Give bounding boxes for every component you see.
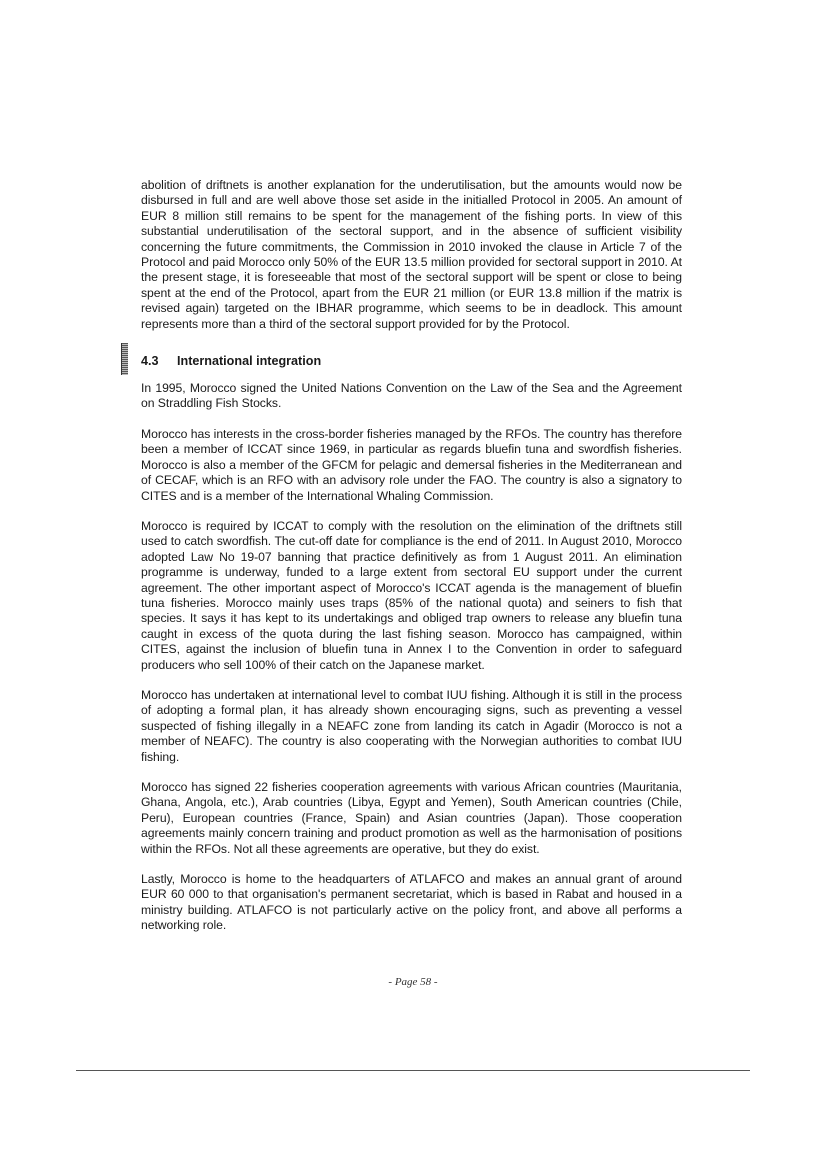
change-bar-marker xyxy=(121,343,128,375)
section-title: International integration xyxy=(177,354,322,369)
paragraph-unclos: In 1995, Morocco signed the United Nations Convention on the Law of the Sea and the Agreement on Straddling Fish Stocks. xyxy=(141,381,682,411)
paragraph-atlafco: Lastly, Morocco is home to the headquarters of ATLAFCO and makes an annual grant of around EUR 60 000 to that organisation's permanent secretariat, which is based in Rabat and housed in a ministry building. ATLAFCO is not particularly active on the policy front, and above all performs a networking role. xyxy=(141,872,682,933)
footer-rule xyxy=(76,1070,750,1071)
paragraph-rfo-membership: Morocco has interests in the cross-border fisheries managed by the RFOs. The country has therefore been a member of ICCAT since 1969, in particular as regards bluefin tuna and swordfish fisheries. Morocco is also a member of the GFCM for pelagic and demersal fisheries in the Mediterranean and of CECAF, which is an RFO with an advisory role under the FAO. The country is also a signatory to CITES and is a member of the International Whaling Commission. xyxy=(141,426,682,503)
paragraph-iccat-driftnets: Morocco is required by ICCAT to comply with the resolution on the elimination of the driftnets still used to catch swordfish. The cut-off date for compliance is the end of 2011. In August 2010, Morocco adopted Law No 19-07 banning that practice definitively as from 1 August 2011. An elimination programme is underway, funded to a large extent from sectoral EU support under the current agreement. The other important aspect of Morocco's ICCAT agenda is the management of bluefin tuna fisheries. Morocco mainly uses traps (85% of the national quota) and seiners to fish that species. It says it has kept to its undertakings and obliged trap owners to release any bluefin tuna caught in excess of the quota during the last fishing season. Morocco has campaigned, within CITES, against the inclusion of bluefin tuna in Annex I to the Convention in order to safeguard producers who sell 100% of their catch on the Japanese market. xyxy=(141,518,682,672)
intro-paragraph: abolition of driftnets is another explanation for the underutilisation, but the amounts would now be disbursed in full and are well above those set aside in the initialled Protocol in 2005. An amount of EUR 8 million still remains to be spent for the management of the fishing ports. In view of this substantial underutilisation of the sectoral support, and in the absence of sufficient visibility concerning the future commitments, the Commission in 2010 invoked the clause in Article 7 of the Protocol and paid Morocco only 50% of the EUR 13.5 million provided for sectoral support in 2010. At the present stage, it is foreseeable that most of the sectoral support will be spent or close to being spent at the end of the Protocol, apart from the EUR 21 million (or EUR 13.8 million if the matrix is revised again) targeted on the IBHAR programme, which seems to be in deadlock. This amount represents more than a third of the sectoral support provided for by the Protocol. xyxy=(141,178,682,331)
section-number: 4.3 xyxy=(141,354,159,369)
page-number: - Page 58 - xyxy=(388,976,438,988)
paragraph-iuu-fishing: Morocco has undertaken at international level to combat IUU fishing. Although it is still in the process of adopting a formal plan, it has already shown encouraging signs, such as preventing a vessel suspected of fishing illegally in a NEAFC zone from landing its catch in Agadir (Morocco is not a member of NEAFC). The country is also cooperating with the Norwegian authorities to combat IUU fishing. xyxy=(141,687,682,764)
page-content xyxy=(141,178,682,934)
paragraph-cooperation-agreements: Morocco has signed 22 fisheries cooperation agreements with various African countries (Mauritania, Ghana, Angola, etc.), Arab countries (Libya, Egypt and Yemen), South American countries (Chile, Peru), European countries (France, Spain) and Asian countries (Japan). Those cooperation agreements mainly concern training and product promotion as well as the harmonisation of positions within the RFOs. Not all these agreements are operative, but they do exist. xyxy=(141,780,682,856)
section-heading xyxy=(141,353,682,369)
